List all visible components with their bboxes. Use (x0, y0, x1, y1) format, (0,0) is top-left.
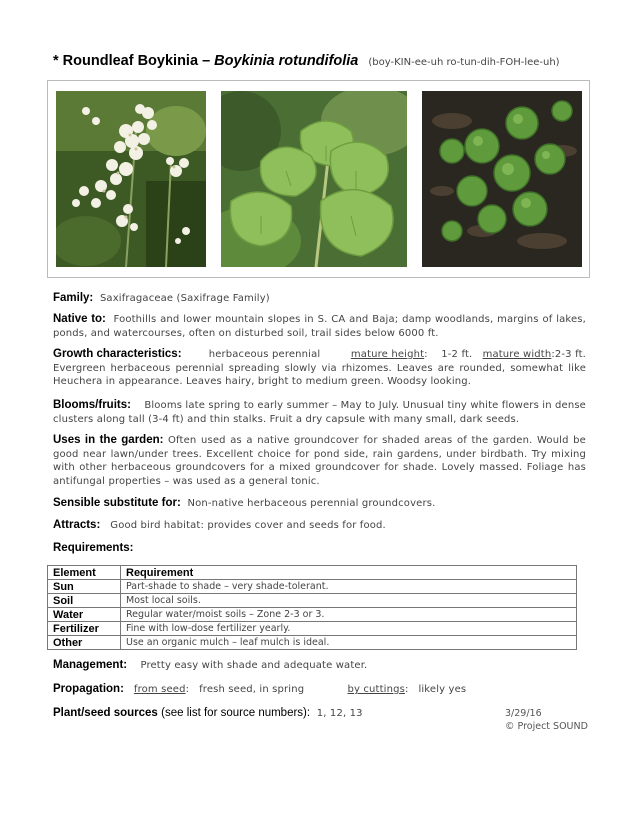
seed-text: fresh seed, in spring (199, 684, 305, 695)
requirements-table (47, 565, 577, 650)
element-cell: Fertilizer (48, 622, 121, 636)
sources-label: Plant/seed sources (53, 707, 158, 719)
column-header-requirement: Requirement (121, 566, 577, 580)
mature-height-label: mature height (350, 349, 425, 360)
table-row (48, 636, 577, 650)
mature-width-label: mature width (482, 349, 552, 360)
uses-label: Uses in the garden: (53, 434, 164, 446)
requirement-cell: Fine with low-dose fertilizer yearly. (121, 622, 577, 636)
family-text: Saxifragaceae (Saxifrage Family) (99, 293, 270, 304)
flower-photo (56, 91, 206, 267)
cuttings-label: by cuttings (347, 684, 405, 695)
native-text: Foothills and lower mountain slopes in S. CA and Baja; damp woodlands, margins of lakes, ponds, and watercourses, often on disturbed soil, trail sides below 6000 ft. (53, 314, 586, 339)
scientific-name: Boykinia rotundifolia (214, 53, 359, 69)
blooms-text: Blooms late spring to early summer – May to July. Unusual tiny white flowers in dense clusters along tall (3-4 ft) and thin stalks. Fruit a dry capsule with many small, dark seeds. (53, 400, 586, 425)
element-cell: Water (48, 608, 121, 622)
table-row (48, 580, 577, 594)
leaf-photo (221, 91, 407, 267)
footer (505, 707, 588, 733)
table-header-row (48, 566, 577, 580)
requirement-cell: Most local soils. (121, 594, 577, 608)
page-title (53, 53, 560, 69)
column-header-element: Element (48, 566, 121, 580)
requirements-heading: Requirements: (53, 542, 134, 554)
uses-section (53, 434, 586, 488)
title-dash: – (202, 53, 211, 69)
mature-width: 2-3 ft. (554, 349, 586, 360)
native-label: Native to: (53, 313, 106, 325)
growth-habit: herbaceous perennial (208, 349, 321, 360)
blooms-section (53, 399, 586, 426)
sources-text: 1, 12, 13 (316, 708, 363, 719)
sources-note: (see list for source numbers): (161, 707, 311, 719)
table-row (48, 608, 577, 622)
sources-section (53, 707, 493, 721)
management-section (53, 659, 586, 673)
common-name: * Roundleaf Boykinia (53, 53, 199, 69)
growth-section: Growth characteristics: herbaceous perennial mature height: 1-2 ft. mature width:2-3 ft. Evergreen herbaceous perennial spreading slowly via rhizomes. Leaves are rounded, somewhat like Heuchera in appearance. Leaves hairy, bright to medium green. Woodsy looking. (53, 348, 586, 388)
photo-strip (47, 80, 590, 278)
requirement-cell: Use an organic mulch – leaf mulch is ideal. (121, 636, 577, 650)
management-label: Management: (53, 659, 128, 671)
native-section (53, 313, 586, 340)
seed-label: from seed (133, 684, 186, 695)
family-section (53, 292, 586, 306)
attracts-text: Good bird habitat: provides cover and seeds for food. (110, 520, 386, 531)
element-cell: Other (48, 636, 121, 650)
element-cell: Sun (48, 580, 121, 594)
date: 3/29/16 (505, 708, 542, 719)
requirement-cell: Part-shade to shade – very shade-tolerant. (121, 580, 577, 594)
propagation-label: Propagation: (53, 683, 124, 695)
element-cell: Soil (48, 594, 121, 608)
substitute-section (53, 497, 586, 511)
uses-text: Often used as a native groundcover for shaded areas of the garden. Would be good near lawn/under trees. Excellent choice for pond side, rain gardens, under birdbath. Try mixing with other herbaceous groundcovers for a mixed groundcover for shade. Lovely massed. Foliage has antifungal properties – was used as a general tonic. (53, 435, 586, 487)
propagation-section: Propagation: from seed: fresh seed, in spring by cuttings: likely yes (53, 683, 467, 695)
growth-text: Evergreen herbaceous perennial spreading slowly via rhizomes. Leaves are rounded, somewhat like Heuchera in appearance. Leaves hairy, bright to medium green. Woodsy looking. (53, 362, 586, 388)
table-row (48, 594, 577, 608)
growth-label: Growth characteristics: (53, 348, 182, 360)
blooms-label: Blooms/fruits: (53, 399, 131, 411)
groundcover-photo (422, 91, 582, 267)
substitute-text: Non-native herbaceous perennial groundcovers. (187, 498, 436, 509)
attracts-label: Attracts: (53, 519, 101, 531)
cuttings-text: likely yes (418, 684, 467, 695)
attracts-section (53, 519, 586, 533)
management-text: Pretty easy with shade and adequate water. (140, 660, 368, 671)
pronunciation: (boy-KIN-ee-uh ro-tun-dih-FOH-lee-uh) (368, 57, 560, 68)
requirement-cell: Regular water/moist soils – Zone 2-3 or 3. (121, 608, 577, 622)
family-label: Family: (53, 292, 94, 304)
mature-height: 1-2 ft. (441, 349, 473, 360)
table-row (48, 622, 577, 636)
credit: © Project SOUND (505, 721, 588, 732)
substitute-label: Sensible substitute for: (53, 497, 181, 509)
